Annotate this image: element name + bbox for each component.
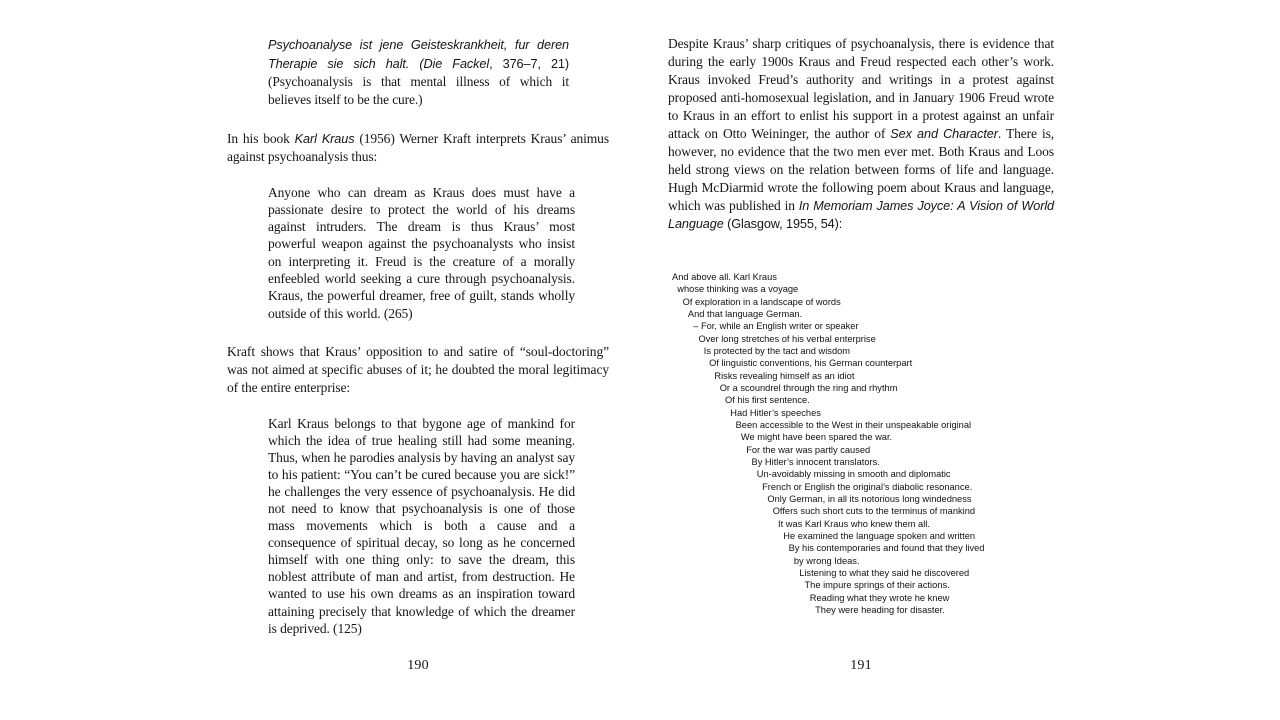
poem-line: Listening to what they said he discovered xyxy=(799,567,970,578)
body-text-lead: Despite Kraus’ sharp critiques of psychoanalysis, there is evidence that during the early 1900s Kraus and Freud respected each other’s work. Kraus invoked Freud’s authority and writings in a protest against proposed anti-homosexual legislation, and in January 1906 Freud wrote to Kraus in an effort to enlist his support in a protest against an unfair attack on Otto Weininger, the author of xyxy=(668,35,1054,141)
poem-line: The impure springs of their actions. xyxy=(804,580,950,591)
poem-line: And above all. Karl Kraus xyxy=(672,272,777,282)
poem-line: By his contemporaries and found that they lived xyxy=(788,543,985,554)
poem-line: Is protected by the tact and wisdom xyxy=(703,345,851,356)
epigraph-block xyxy=(268,36,569,109)
poem-line: Of exploration in a landscape of words xyxy=(682,296,841,307)
poem-line: Or a scoundrel through the ring and rhythm xyxy=(719,382,898,393)
poem-line: By Hitler’s innocent translators. xyxy=(751,456,880,467)
poem-line: He examined the language spoken and written xyxy=(783,530,976,541)
blockquote-kraft-healing: Karl Kraus belongs to that bygone age of mankind for which the idea of true healing still had some meaning. Thus, when he parodies analysis by having an analyst say to his patient: “You can’t be cured because you are sick!” he challenges the very essence of psychoanalysis. He did not need to know that psychoanalysis is one of those mass movements which is both a cause and a consequence of spiritual decay, so long as he concerned himself with one thing only: to save the dream, this noblest attribute of man and artist, from destruction. He wanted to use his own dreams as an inspiration toward attaining precisely that knowledge of which the dreamer is deprived. (125) xyxy=(268,415,575,636)
poem-line: Had Hitler’s speeches xyxy=(730,407,821,418)
body-text-middle: . There is, however, no evidence that the two men ever met. Both Kraus and Loos held strong views on the relation between forms of life and language. Hugh McDiarmid wrote the following poem about Kraus and language, which was published in xyxy=(668,125,1055,214)
poem-line: Of linguistic conventions, his German counterpart xyxy=(709,358,913,369)
body-paragraph-kraus-freud xyxy=(668,35,1054,234)
poem-line: For the war was partly caused xyxy=(746,444,871,455)
title-in-memoriam-james-joyce: In Memoriam James Joyce: A Vision of World Language xyxy=(668,199,1055,232)
poem-line: They were heading for disaster. xyxy=(815,604,945,615)
poem-line: We might have been spared the war. xyxy=(740,432,893,443)
publication-citation: (Glasgow, 1955, 54): xyxy=(723,217,843,232)
intro-text-lead: In his book xyxy=(227,130,295,146)
poem-line: Over long stretches of his verbal enterprise xyxy=(698,333,876,344)
poem-line: It was Karl Kraus who knew them all. xyxy=(778,518,930,529)
epigraph-english-translation: (Psychoanalysis is that mental illness of which it believes itself to be the cure.) xyxy=(268,73,569,107)
poem-line: Risks revealing himself as an idiot xyxy=(714,370,855,381)
title-sex-and-character: Sex and Character xyxy=(890,126,998,141)
poem-mcdiarmid-karl-kraus xyxy=(672,271,1072,616)
poem-line: Offers such short cuts to the terminus of mankind xyxy=(772,506,976,517)
epigraph-source-title: (Die Fackel xyxy=(419,56,490,71)
poem-line: Been accessible to the West in their unspeakable original xyxy=(735,419,972,430)
poem-line: Reading what they wrote he knew xyxy=(809,592,950,603)
poem-line: – For, while an English writer or speaker xyxy=(693,321,859,332)
poem-line: And that language German. xyxy=(687,308,803,319)
intro-text-trail: (1956) Werner Kraft interprets Kraus’ animus against psychoanalysis thus: xyxy=(227,130,609,164)
poem-line: by wrong Ideas. xyxy=(793,555,860,566)
blockquote-kraft-dream: Anyone who can dream as Kraus does must have a passionate desire to protect the world of his dreams against intruders. The dream is thus Kraus’ most powerful weapon against the psychoanalysts who insist on interpreting it. Freud is the creature of a morally enfeebled world seeking a cure through psychoanalysis. Kraus, the powerful dreamer, free of guilt, stands wholly outside of this world. (265) xyxy=(268,184,575,321)
poem-line: Un-avoidably missing in smooth and diplomatic xyxy=(756,469,951,480)
epigraph-source-citation: , 376–7, 21) xyxy=(489,56,570,71)
poem-line: whose thinking was a voyage xyxy=(677,284,799,295)
intro-paragraph xyxy=(227,130,609,166)
poem-line: French or English the original’s diabolic resonance. xyxy=(762,481,973,492)
epigraph-german-text: Psychoanalyse ist jene Geisteskrankheit, fur deren Therapie sie sich halt. xyxy=(268,38,569,71)
poem-line: Only German, in all its notorious long windedness xyxy=(767,493,972,504)
poem-line: Of his first sentence. xyxy=(725,395,810,406)
page-number-left: 190 xyxy=(407,658,429,673)
paragraph-kraft-commentary: Kraft shows that Kraus’ opposition to and satire of “soul-doctoring” was not aimed at specific abuses of it; he doubted the moral legitimacy of the entire enterprise: xyxy=(227,343,609,395)
book-title-karl-kraus: Karl Kraus xyxy=(294,131,355,146)
page-number-right: 191 xyxy=(850,658,872,673)
